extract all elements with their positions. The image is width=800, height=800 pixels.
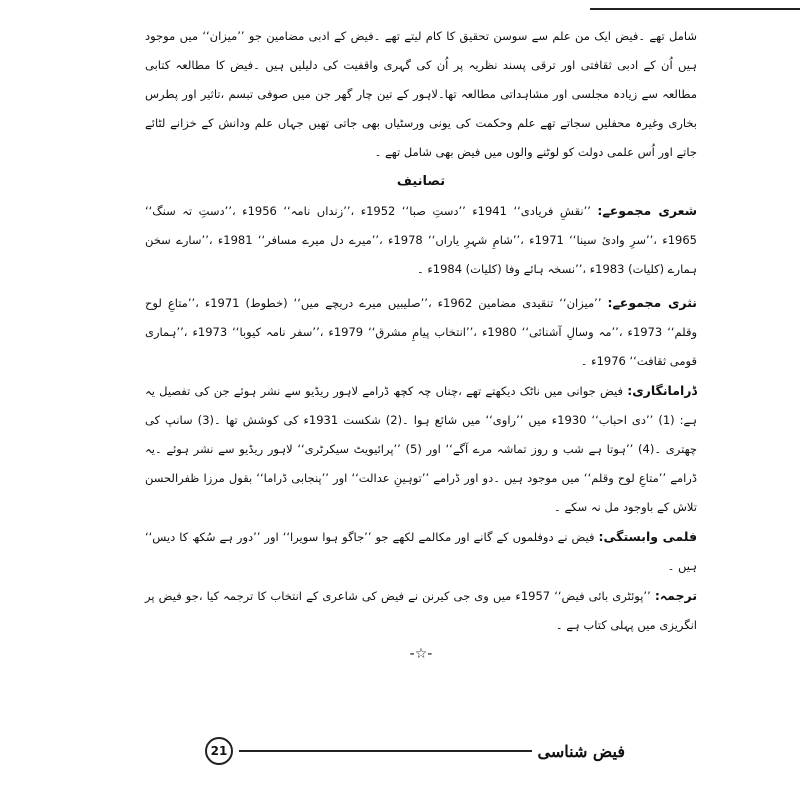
film-text: فیض نے دوفلموں کے گانے اور مکالمے لکھے جو ’’جاگو ہوا سویرا‘‘ اور ’’دور ہے سُکھ کا دیس‘‘ ہیں ۔ bbox=[145, 530, 697, 573]
prose-label: نثری مجموعے: bbox=[607, 295, 697, 310]
top-edge-rule bbox=[590, 0, 800, 10]
drama-label: ڈرامانگاری: bbox=[627, 383, 697, 398]
drama-paragraph bbox=[145, 376, 697, 522]
running-title: فیض شناسی bbox=[537, 741, 625, 761]
translation-text: ’’پوئٹری بائی فیض‘‘ 1957ء میں وی جی کیرنن نے فیض کی شاعری کے انتخاب کا ترجمہ کیا ،جو فیض پر انگریزی میں پہلی کتاب ہے ۔ bbox=[145, 589, 697, 632]
translation-label: ترجمہ: bbox=[654, 588, 698, 603]
drama-text: فیض جوانی میں ناٹک دیکھتے تھے ،چناں چہ کچھ ڈرامے لاہور ریڈیو سے نشر ہوئے جن کی تفصیل یہ ہے: (1) ’’دی احباب‘‘ 1930ء میں ’’راوی‘‘ میں شائع ہوا ۔(2) شکست 1931ء کی کوشش تھا ۔(3) سانپ کی چھتری ۔(4) ’’ہوتا ہے شب و روز تماشہ مرے آگے‘‘ اور (5) ’’پرائیویٹ سیکرٹری‘‘ لاہور ریڈیو سے نشر ہوئے ۔یہ ڈرامے ’’متاعِ لوح وقلم‘‘ میں موجود ہیں ۔دو اور ڈرامے ’’توہینِ عدالت‘‘ اور ’’پنجابی ڈراما‘‘ بقول مرزا ظفرالحسن تلاش کے باوجود مل نہ سکے ۔ bbox=[145, 384, 697, 514]
page-body bbox=[145, 22, 697, 669]
poetry-collections-paragraph bbox=[145, 196, 697, 284]
film-paragraph bbox=[145, 522, 697, 581]
section-heading: تصانیف bbox=[396, 174, 446, 189]
footer-rule bbox=[239, 750, 532, 752]
poetry-text: ’’نقشِ فریادی‘‘ 1941ء ’’دستِ صبا‘‘ 1952ء ،’’زنداں نامہ‘‘ 1956ء ،’’دستِ تہ سنگ‘‘ 1965ء ،’’سرِ وادیٔ سینا‘‘ 1971ء ،’’شامِ شہرِ یاراں‘‘ 1978ء ،’’میرے دل میرے مسافر‘‘ 1981ء ،’’سارے سخن ہمارے (کلیات) 1983ء ،’’نسخہ ہائے وفا (کلیات) 1984ء ۔ bbox=[145, 204, 697, 276]
poetry-label: شعری مجموعے: bbox=[597, 203, 697, 218]
prose-collections-paragraph bbox=[145, 288, 697, 376]
intro-paragraph: شامل تھے ۔فیض ایک من علم سے سوسن تحقیق کا کام لیتے تھے ۔فیض کے ادبی مضامین جو ’’میزان‘‘ میں موجود ہیں اُن کے ادبی ثقافتی اور ترقی پسند نظریہ پر اُن کی گہری واقفیت کی دلیلیں ہیں ۔فیض کا مطالعہ کتابی مطالعہ سے زیادہ مجلسی اور مشاہداتی مطالعہ تھا۔لاہور کے تین چار گھر جن میں صوفی تبسم ،تاثیر اور پطرس بخاری وغیرہ محفلیں سجاتے تھے علم وحکمت کی یونی ورسٹیاں بھی جاتی تھیں جہاں علم ودانش کے خزانے لٹائے جاتے اور اُس علمی دولت کو لوٹنے والوں میں فیض بھی شامل تھے ۔ bbox=[145, 29, 697, 159]
page-number: 21 bbox=[205, 737, 233, 765]
prose-text: ’’میزان‘‘ تنقیدی مضامین 1962ء ،’’صلیبیں میرے دریچے میں‘‘ (خطوط) 1971ء ،’’متاعِ لوح وقلم‘‘ 1973ء ،’’مہ وسالِ آشنائی‘‘ 1980ء ،’’انتخاب پیامِ مشرق‘‘ 1979ء ،’’سفر نامہ کیوبا‘‘ 1973ء ،’’ہماری قومی ثقافت‘‘ 1976ء ۔ bbox=[145, 296, 698, 368]
star-ornament: -☆- bbox=[409, 646, 433, 662]
film-label: فلمی وابستگی: bbox=[598, 529, 698, 544]
translation-paragraph bbox=[145, 581, 697, 640]
page-footer bbox=[205, 734, 625, 768]
